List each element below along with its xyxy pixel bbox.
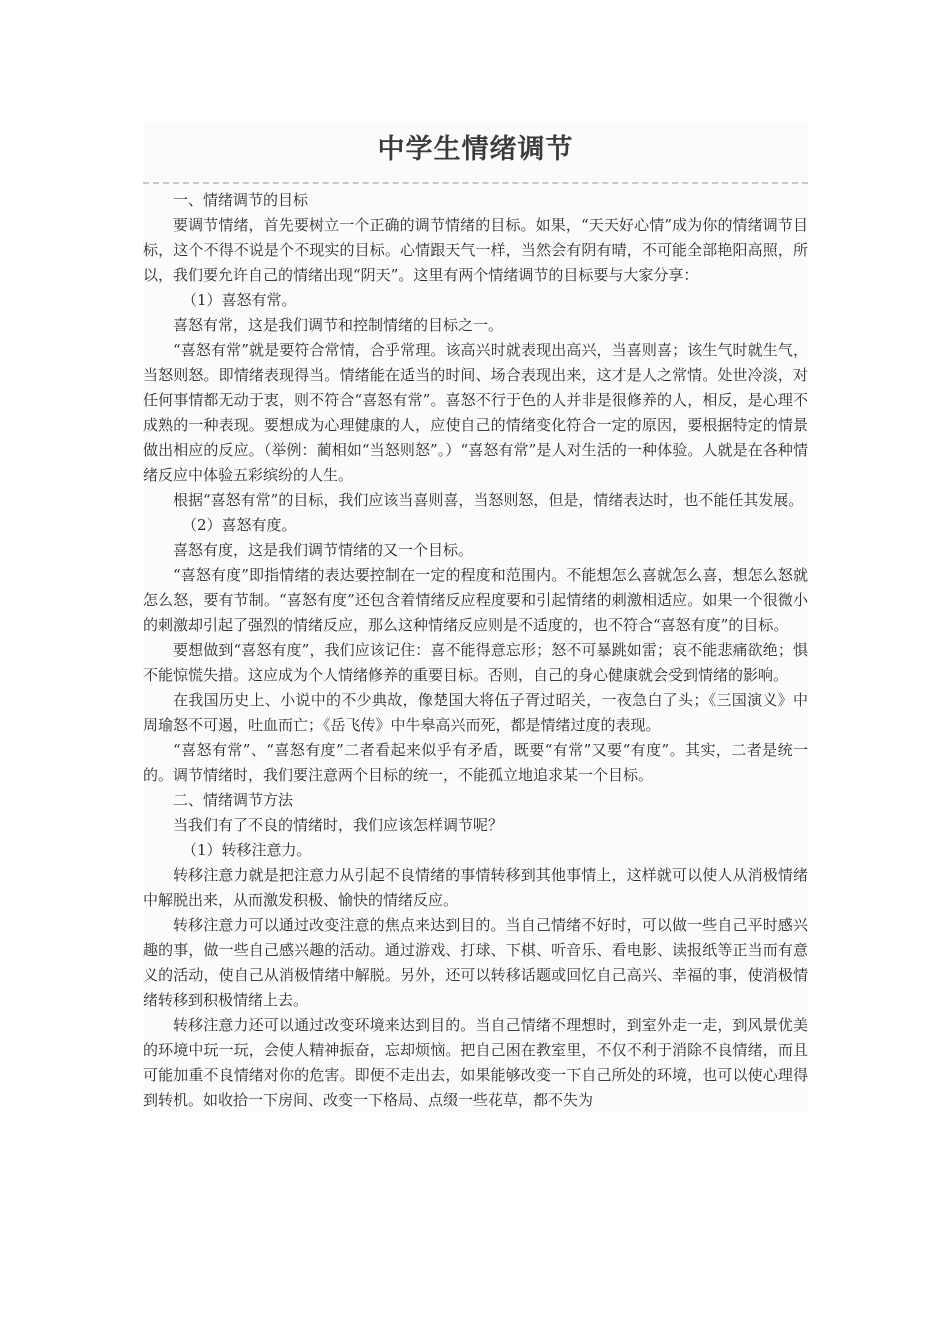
subsection-heading: （1）转移注意力。 bbox=[182, 841, 312, 859]
body-paragraph: 在我国历史上、小说中的不少典故，像楚国大将伍子胥过昭关，一夜急白了头；《三国演义》中周瑜怒不可遏，吐血而亡；《岳飞传》中牛皋高兴而死，都是情绪过度的表现。 bbox=[143, 691, 808, 734]
body-paragraph: 喜怒有度，这是我们调节情绪的又一个目标。 bbox=[173, 541, 474, 559]
section-heading: 一、情绪调节的目标 bbox=[173, 191, 309, 209]
article bbox=[143, 122, 808, 1113]
body-paragraph: 要调节情绪，首先要树立一个正确的调节情绪的目标。如果，“天天好心情”成为你的情绪调节目标，这个不得不说是个不现实的目标。心情跟天气一样，当然会有阴有晴，不可能全部艳阳高照，所以，我们要允许自己的情绪出现“阴天”。这里有两个情绪调节的目标要与大家分享： bbox=[143, 216, 808, 284]
body-paragraph: “喜怒有度”即指情绪的表达要控制在一定的程度和范围内。不能想怎么喜就怎么喜，想怎么怒就怎么怒，要有节制。“喜怒有度”还包含着情绪反应程度要和引起情绪的刺激相适应。如果一个很微小的刺激却引起了强烈的情绪反应，那么这种情绪反应则是不适度的，也不符合“喜怒有度”的目标。 bbox=[143, 566, 808, 634]
body-paragraph: 当我们有了不良的情绪时，我们应该怎样调节呢？ bbox=[173, 816, 504, 834]
body-paragraph: 根据“喜怒有常”的目标，我们应该当喜则喜，当怒则怒，但是，情绪表达时，也不能任其发展。 bbox=[173, 491, 804, 509]
page-title: 中学生情绪调节 bbox=[377, 134, 574, 165]
section-heading: 二、情绪调节方法 bbox=[173, 791, 294, 809]
title-divider bbox=[143, 182, 808, 184]
subsection-heading: （1）喜怒有常。 bbox=[182, 291, 297, 309]
body-paragraph: 转移注意力还可以通过改变环境来达到目的。当自己情绪不理想时，到室外走一走，到风景优美的环境中玩一玩，会使人精神振奋，忘却烦恼。把自己困在教室里，不仅不利于消除不良情绪，而且可能加重不良情绪对你的危害。即便不走出去，如果能够改变一下自己所处的环境，也可以使心理得到转机。如收拾一下房间、改变一下格局、点缀一些花草，都不失为 bbox=[143, 1016, 808, 1109]
body-paragraph: 喜怒有常，这是我们调节和控制情绪的目标之一。 bbox=[173, 316, 504, 334]
body-paragraph: 转移注意力就是把注意力从引起不良情绪的事情转移到其他事情上，这样就可以使人从消极情绪中解脱出来，从而激发积极、愉快的情绪反应。 bbox=[143, 866, 808, 909]
body-paragraph: 转移注意力可以通过改变注意的焦点来达到目的。当自己情绪不好时，可以做一些自己平时感兴趣的事，做一些自己感兴趣的活动。通过游戏、打球、下棋、听音乐、看电影、读报纸等正当而有意义的活动，使自己从消极情绪中解脱。另外，还可以转移话题或回忆自己高兴、幸福的事，使消极情绪转移到积极情绪上去。 bbox=[143, 916, 808, 1009]
article-body bbox=[143, 188, 808, 1113]
body-paragraph: “喜怒有常”就是要符合常情，合乎常理。该高兴时就表现出高兴，当喜则喜；该生气时就生气，当怒则怒。即情绪表现得当。情绪能在适当的时间、场合表现出来，这才是人之常情。处世冷淡，对任何事情都无动于衷，则不符合“喜怒有常”。喜怒不行于色的人并非是很修养的人，相反，是心理不成熟的一种表现。要想成为心理健康的人，应使自己的情绪变化符合一定的原因，要根据特定的情景做出相应的反应。（举例：蔺相如“当怒则怒”。）“喜怒有常”是人对生活的一种体验。人就是在各种情绪反应中体验五彩缤纷的人生。 bbox=[143, 341, 808, 484]
body-paragraph: 要想做到“喜怒有度”，我们应该记住：喜不能得意忘形；怒不可暴跳如雷；哀不能悲痛欲绝；惧不能惊慌失措。这应成为个人情绪修养的重要目标。否则，自己的身心健康就会受到情绪的影响。 bbox=[143, 641, 808, 684]
subsection-heading: （2）喜怒有度。 bbox=[182, 516, 297, 534]
body-paragraph: “喜怒有常”、“喜怒有度”二者看起来似乎有矛盾，既要“有常”又要“有度”。其实，二者是统一的。调节情绪时，我们要注意两个目标的统一，不能孤立地追求某一个目标。 bbox=[143, 741, 808, 784]
